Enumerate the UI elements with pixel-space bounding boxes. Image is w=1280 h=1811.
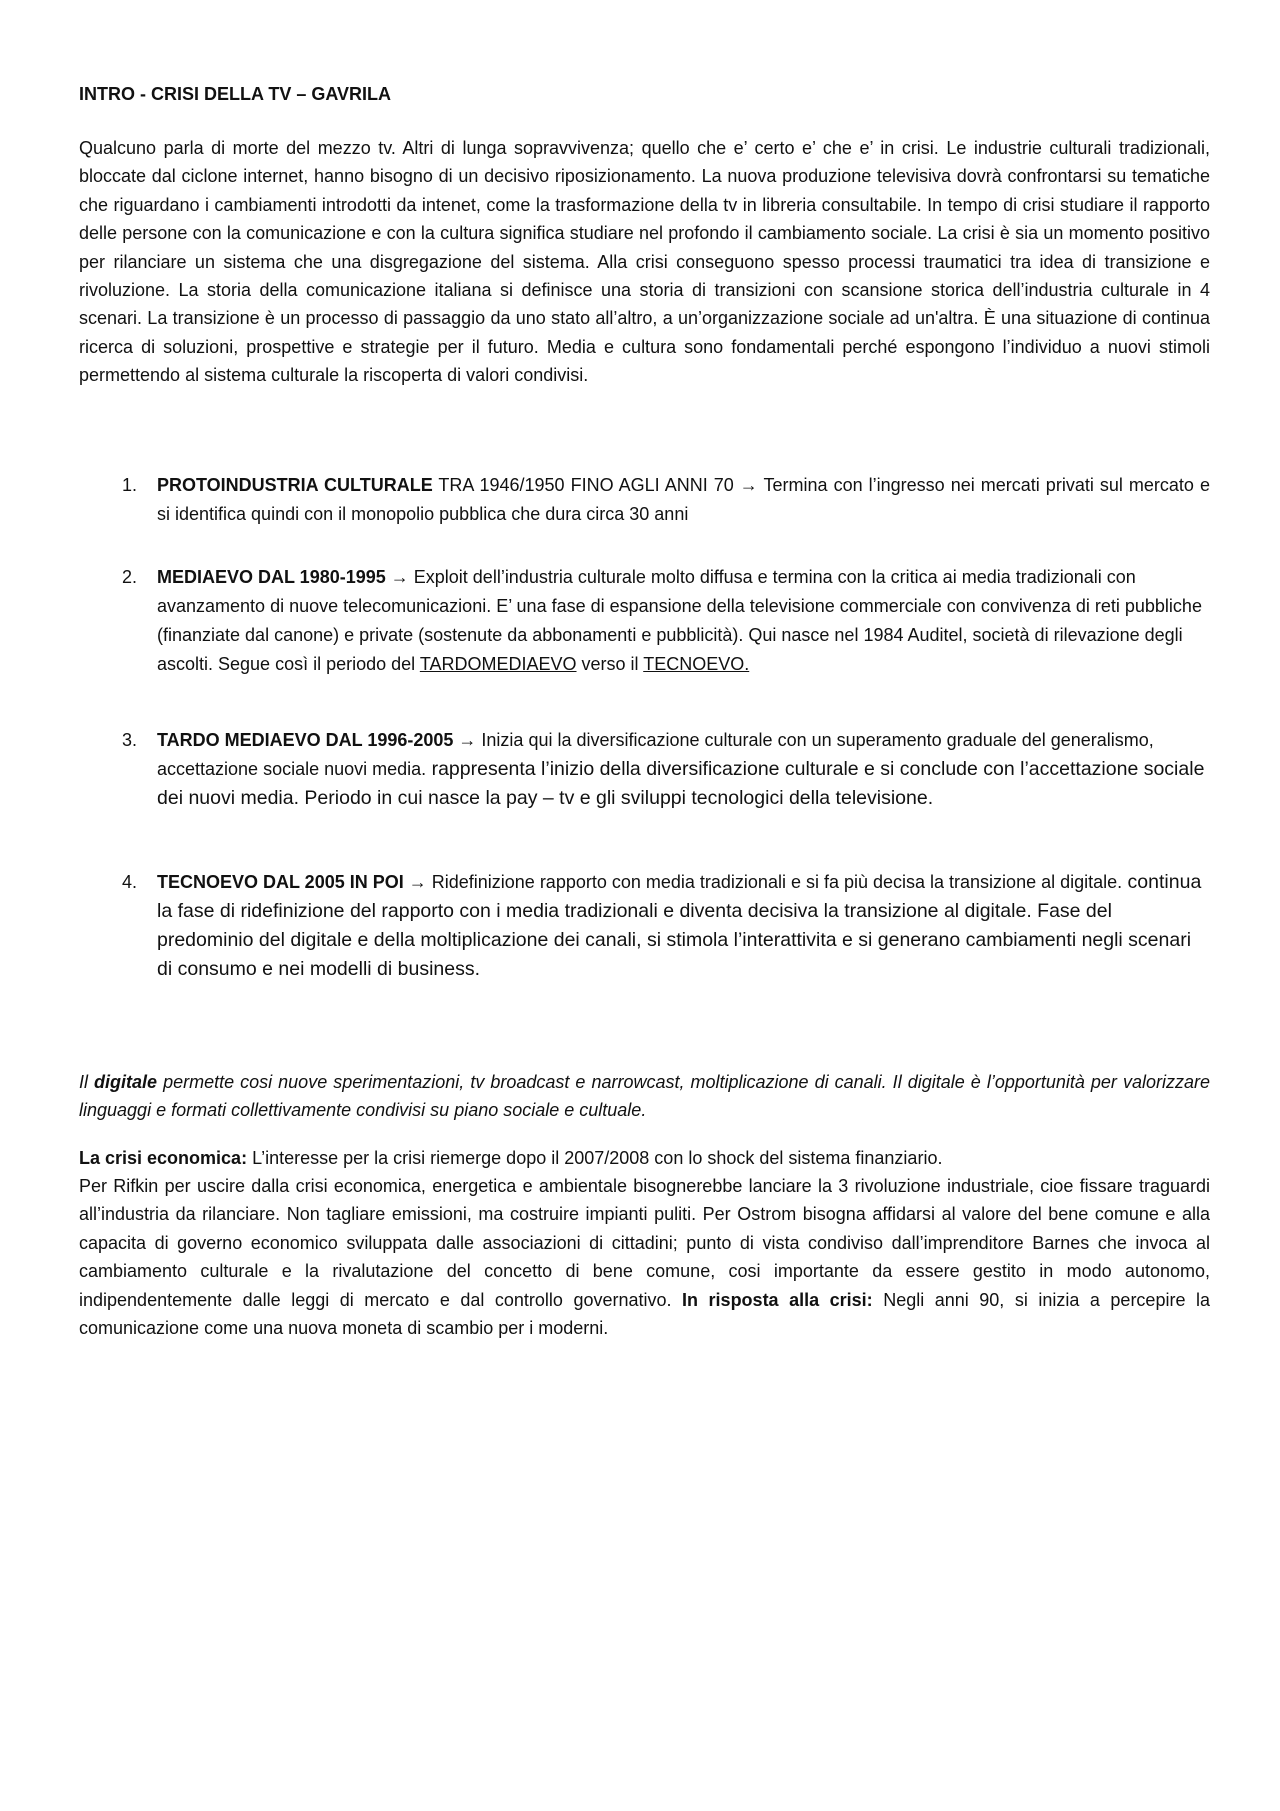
list-heading: TARDO MEDIAEVO DAL 1996-2005 → [157,730,477,750]
risposta-text: Negli anni 90, si inizia a percepire la comunicazione come una nuova moneta di scambio per i moderni. [79,1289,1210,1339]
list-item [122,563,1210,679]
intro-paragraph: Qualcuno parla di morte del mezzo tv. Altri di lunga sopravvivenza; quello che e’ certo e’ che e’ in crisi. Le industrie culturali tradizionali, bloccate dal ciclone internet, hanno bisogno di un decisivo riposizionamento. La nuova produzione televisiva dovrà confrontarsi su tematiche che riguardano i cambiamenti introdotti da intenet, come la trasformazione della tv in libreria consultabile. In tempo di crisi studiare il rapporto delle persone con la comunicazione e con la cultura significa studiare nel profondo il cambiamento sociale. La crisi è sia un momento positivo per rilanciare un sistema che una disgregazione del sistema. Alla crisi conseguono spesso processi traumatici tra idea di transizione e rivoluzione. La storia della comunicazione italiana si definisce una storia di transizioni con scansione storica dell’industria culturale in 4 scenari. La transizione è un processo di passaggio da uno stato all’altro, a un’organizzazione sociale ad un'altra. È una situazione di continua ricerca di soluzioni, prospettive e strategie per il futuro. Media e cultura sono fondamentali perché espongono l’individuo a nuovi stimoli permettendo al sistema culturale la riscoperta di valori condivisi. [79,138,1210,386]
list-number: 3. [122,730,138,750]
crisi-line1: L’interesse per la crisi riemerge dopo il 2007/2008 con lo shock del sistema finanziario. [247,1148,943,1168]
document-title: INTRO - CRISI DELLA TV – GAVRILA [79,84,392,104]
link-tecnoevo: TECNOEVO. [643,654,750,674]
list-number: 1. [122,475,138,495]
list-text: Exploit dell’industria culturale molto diffusa e termina con la critica ai media tradizionali con avanzamento di nuove telecomunicazioni. E’ una fase di espansione della televisione commerciale con convivenza di reti pubbliche (finanziate dal canone) e private (sostenute da abbonamenti e pubblicità). Qui nasce nel 1984 Auditel, società di rilevazione degli ascolti. Segue così il periodo del [157,567,1202,674]
crisi-heading: La crisi economica: [79,1148,248,1168]
crisi-line [79,1144,1210,1172]
list-text-mid: verso il [576,654,644,674]
list-item [122,868,1210,984]
risposta-heading: In risposta alla crisi: [682,1289,873,1310]
digitale-pre: Il [79,1072,95,1092]
list-heading: MEDIAEVO DAL 1980-1995 → [157,567,409,587]
list-text: Inizia qui la diversificazione culturale con un superamento graduale del generalismo, accettazione sociale nuovi media. [157,730,1154,779]
digitale-bold: digitale [94,1072,158,1092]
list-text: TRA 1946/1950 FINO AGLI ANNI 70 → Termina con l’ingresso nei mercati privati sul mercato e si identifica quindi con il monopolio pubblica che dura circa 30 anni [157,475,1210,524]
list-item [122,471,1210,529]
link-tardomediaevo: TARDOMEDIAEVO [419,654,577,674]
list-heading: TECNOEVO DAL 2005 IN POI → [157,872,427,892]
crisi-paragraph [79,1172,1210,1342]
list-heading: PROTOINDUSTRIA CULTURALE [157,475,433,495]
list-item [122,726,1210,813]
list-text: Ridefinizione rapporto con media tradizionali e si fa più decisa la transizione al digitale. [426,872,1123,892]
list-text-extra: rappresenta l’inizio della diversificazione culturale e si conclude con l’accettazione sociale dei nuovi media. Periodo in cui nasce la pay – tv e gli sviluppi tecnologici della televisione. [157,758,1205,809]
list-number: 4. [122,872,138,892]
list-text-extra: continua la fase di ridefinizione del rapporto con i media tradizionali e diventa decisiva la transizione al digitale. Fase del predominio del digitale e della moltiplicazione dei canali, si stimola l’interattivita e si generano cambiamenti negli scenari di consumo e nei modelli di business. [157,871,1202,980]
digitale-text: permette cosi nuove sperimentazioni, tv broadcast e narrowcast, moltiplicazione di canali. Il digitale è l’opportunità per valorizzare linguaggi e formati collettivamente condivisi su piano sociale e cultuale. [79,1072,1210,1121]
crisi-text: Per Rifkin per uscire dalla crisi economica, energetica e ambientale bisognerebbe lanciare la 3 rivoluzione industriale, cioe fissare traguardi all’industria da rilanciare. Non tagliare emissioni, ma costruire impianti puliti. Per Ostrom bisogna affidarsi al valore del bene comune e alla capacita di governo economico sviluppata dalle associazioni di cittadini; punto di vista condiviso dall’imprenditore Barnes che invoca al cambiamento culturale e la rivalutazione del concetto di bene comune, cosi importante da essere gestito in modo autonomo, indipendentemente dalle leggi di mercato e dal controllo governativo. [79,1176,1210,1310]
digitale-paragraph [79,1068,1210,1125]
list-number: 2. [122,567,138,587]
